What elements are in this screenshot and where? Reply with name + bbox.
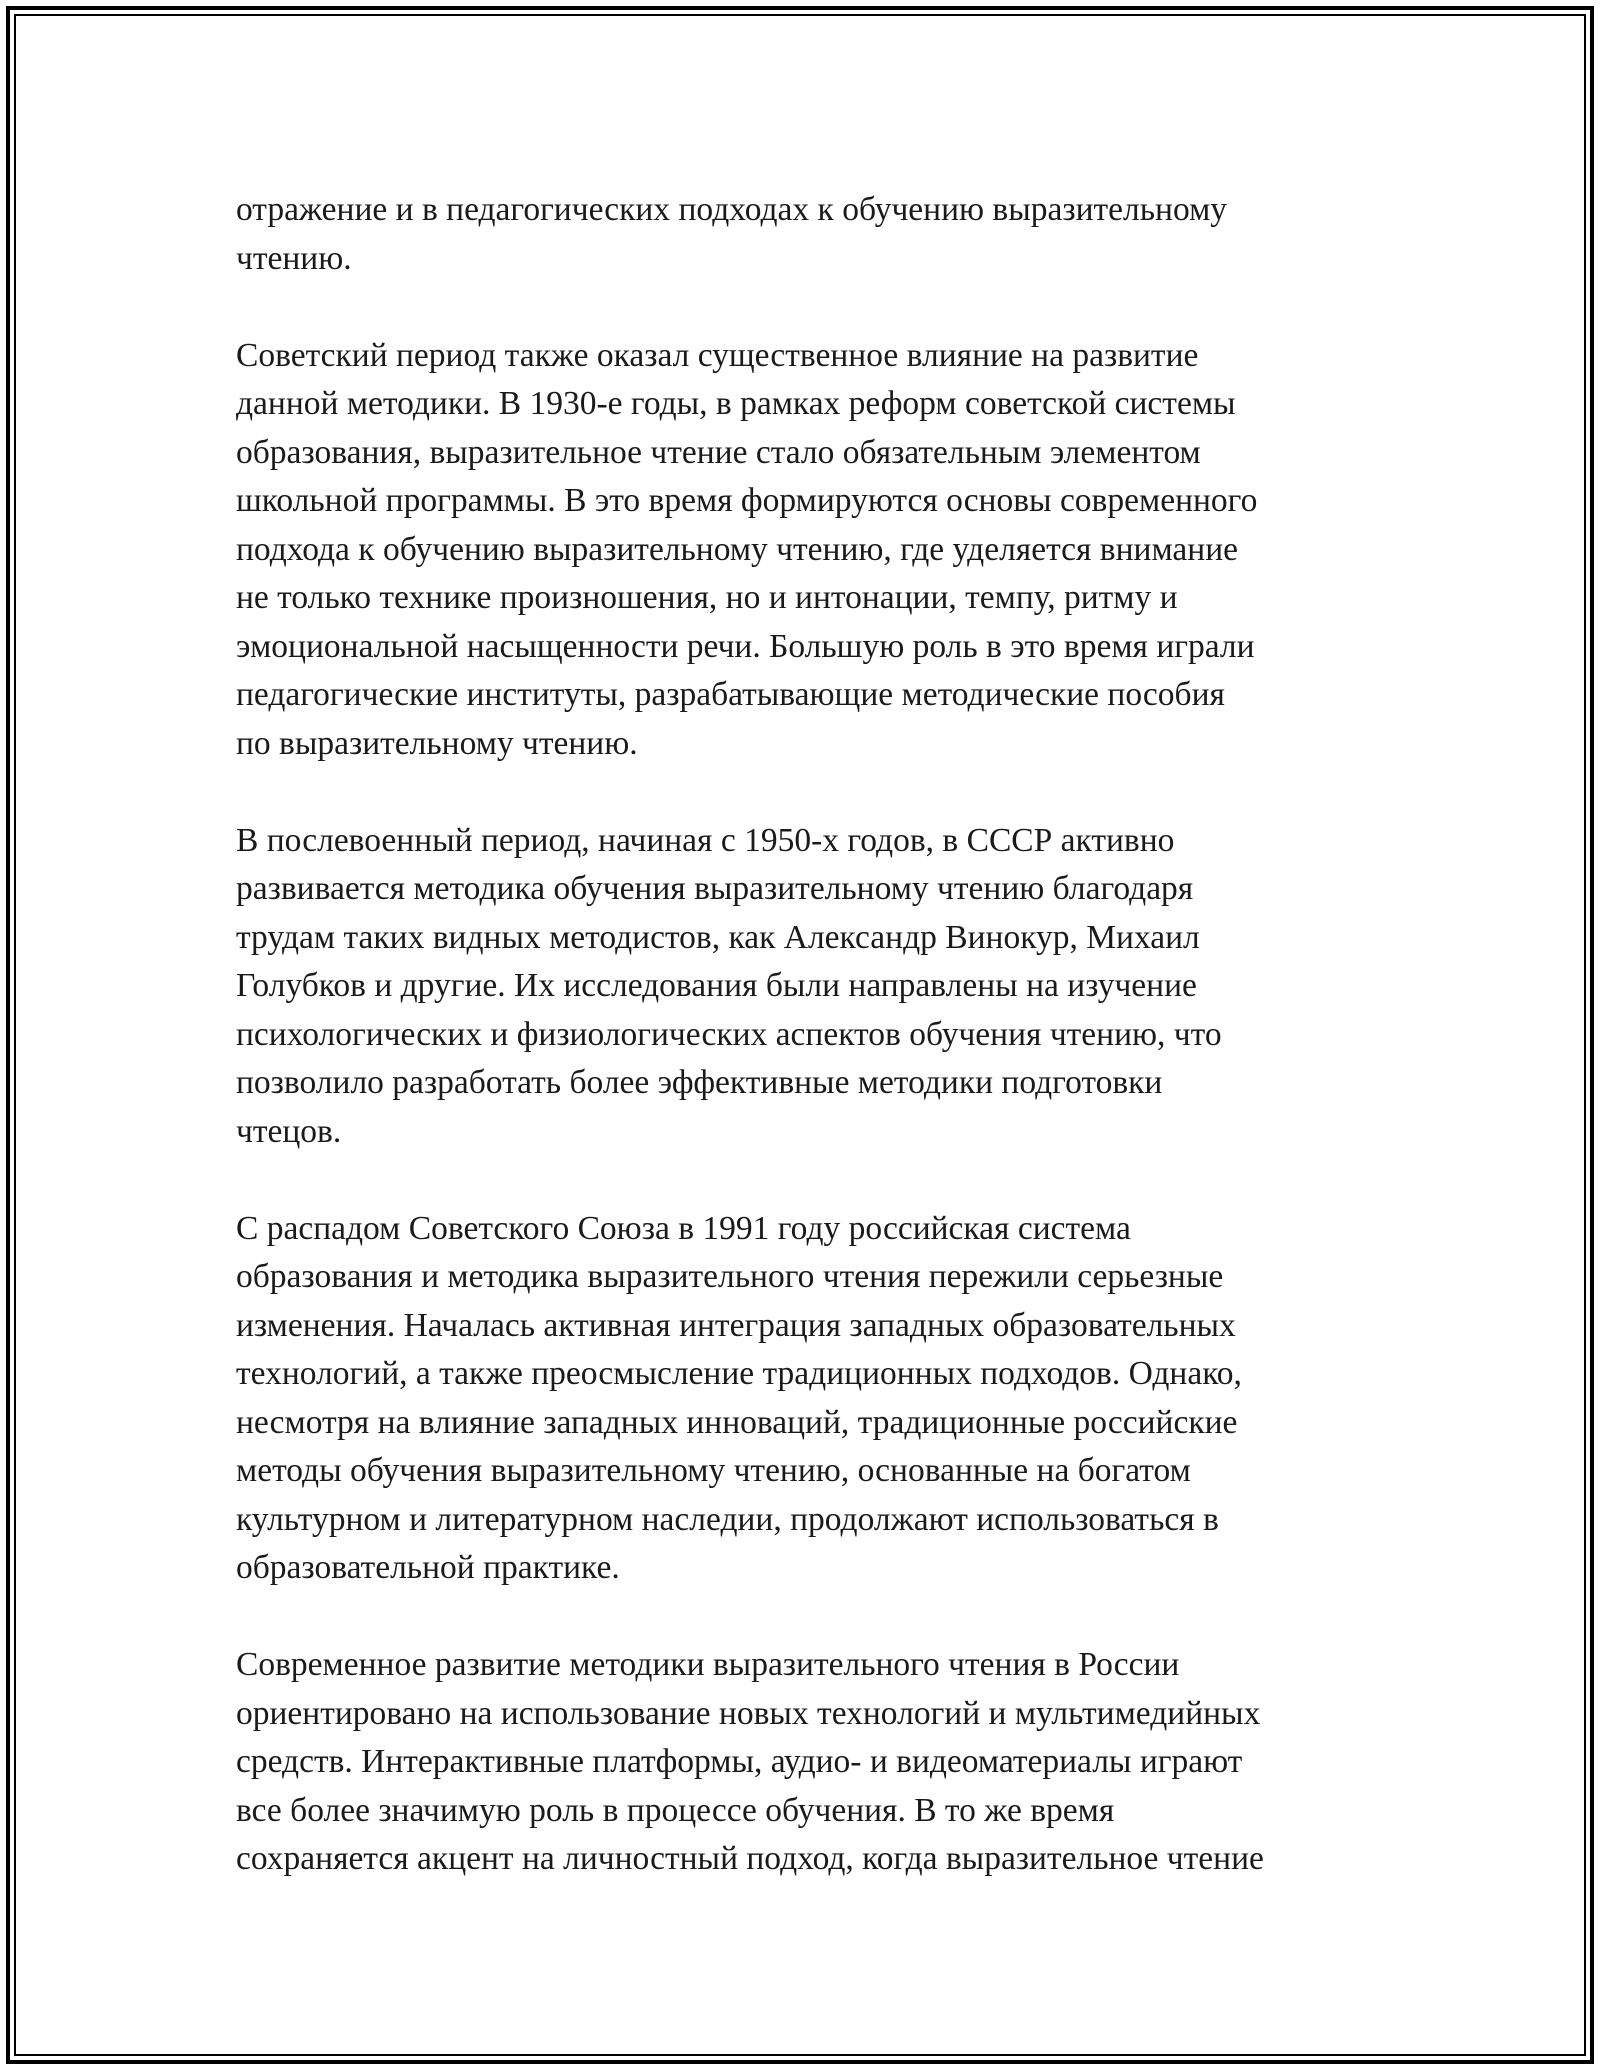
text-line: все более значимую роль в процессе обучения. В то же время — [236, 1791, 1115, 1829]
text-line: не только технике произношения, но и интонации, темпу, ритму и — [236, 579, 1178, 616]
text-line: средств. Интерактивные платформы, аудио- и видеоматериалы играют — [236, 1743, 1243, 1780]
text-line: несмотря на влияние западных инноваций, традиционные российские — [236, 1403, 1238, 1441]
paragraph — [236, 186, 1386, 283]
text-line: образования и методика выразительного чтения пережили серьезные — [236, 1258, 1224, 1295]
text-line: технологий, а также преосмысление традиционных подходов. Однако, — [236, 1355, 1242, 1392]
text-line: психологических и физиологических аспектов обучения чтению, что — [236, 1015, 1222, 1053]
paragraph — [236, 1205, 1386, 1593]
paragraph — [236, 817, 1386, 1157]
text-line: чтецов. — [236, 1112, 342, 1150]
text-line: образовательной практике. — [236, 1549, 620, 1586]
document-body — [236, 186, 1386, 1932]
text-line: В послевоенный период, начиная с 1950-х годов, в СССР активно — [236, 821, 1175, 859]
text-line: развивается методика обучения выразительному чтению благодаря — [236, 870, 1194, 907]
text-line: трудам таких видных методистов, как Александр Винокур, Михаил — [236, 918, 1200, 956]
paragraph — [236, 332, 1386, 769]
text-line: культурном и литературном наследии, продолжают использоваться в — [236, 1500, 1219, 1538]
text-line: сохраняется акцент на личностный подход, когда выразительное чтение — [236, 1840, 1264, 1877]
text-line: образования, выразительное чтение стало обязательным элементом — [236, 433, 1201, 471]
text-line: данной методики. В 1930-е годы, в рамках реформ советской системы — [236, 385, 1236, 422]
text-line: С распадом Советского Союза в 1991 году российская система — [236, 1209, 1131, 1247]
text-line: чтению. — [236, 239, 352, 277]
text-line: изменения. Началась активная интеграция западных образовательных — [236, 1306, 1236, 1344]
paragraph — [236, 1641, 1386, 1884]
text-line: Советский период также оказал существенное влияние на развитие — [236, 336, 1199, 374]
text-line: школьной программы. В это время формируются основы современного — [236, 482, 1258, 519]
text-line: ориентировано на использование новых технологий и мультимедийных — [236, 1694, 1261, 1732]
text-line: педагогические институты, разрабатывающие методические пособия — [236, 676, 1225, 713]
text-line: позволило разработать более эффективные методики подготовки — [236, 1064, 1163, 1101]
text-line: Голубков и другие. Их исследования были направлены на изучение — [236, 967, 1197, 1004]
text-line: по выразительному чтению. — [236, 724, 638, 762]
text-line: отражение и в педагогических подходах к обучению выразительному — [236, 191, 1228, 228]
text-line: методы обучения выразительному чтению, основанные на богатом — [236, 1452, 1191, 1489]
text-line: подхода к обучению выразительному чтению, где уделяется внимание — [236, 530, 1239, 568]
text-line: Современное развитие методики выразительного чтения в России — [236, 1646, 1180, 1683]
text-line: эмоциональной насыщенности речи. Большую роль в это время играли — [236, 627, 1255, 665]
